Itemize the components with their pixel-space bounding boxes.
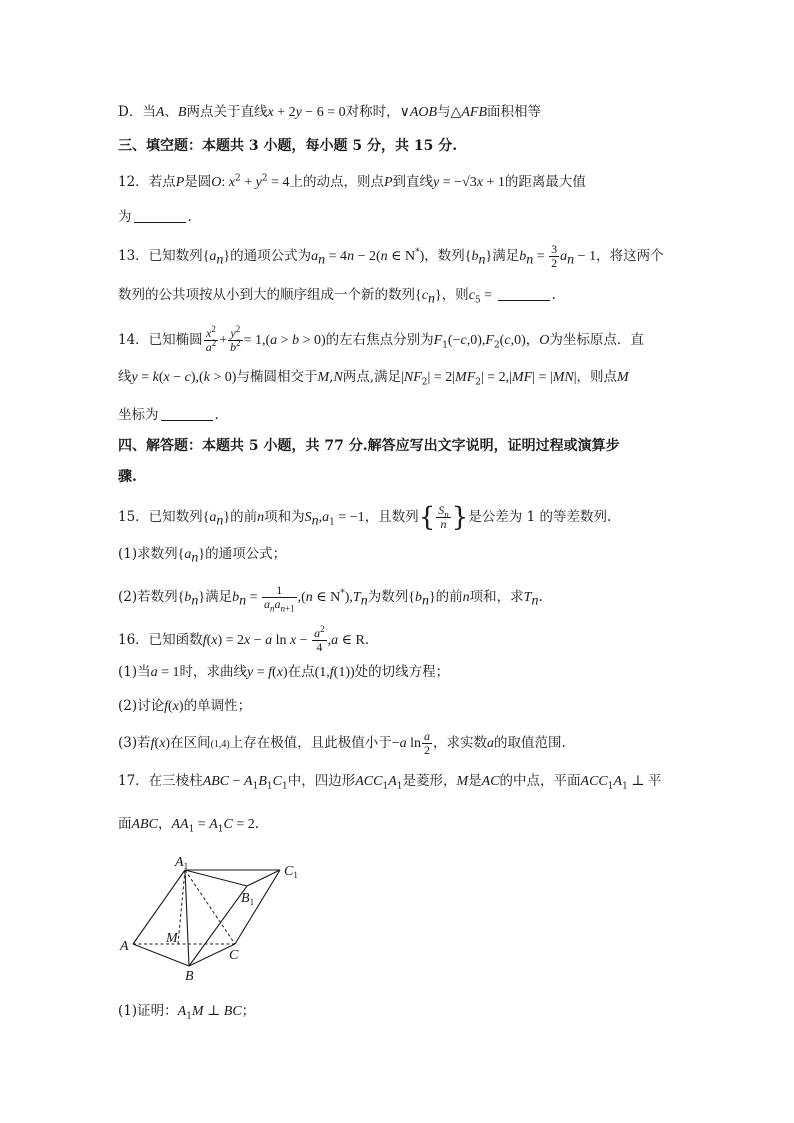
question-14-cont2: 坐标为 . <box>118 407 219 423</box>
edge-a1-m-hidden <box>178 870 185 944</box>
question-13: 13．已知数列$\{a_n\}$的通项公式为$a_n = 4n - 2(n$ ∈ N*)，数列$\{b_n\}$满足$b_n$ = $\frac{3}{2}$ $a_n - 1$，将这两个 <box>118 242 664 270</box>
section-3-heading: 三、填空题：本题共 3 小题，每小题 5 分，共 15 分. <box>118 138 458 154</box>
question-16-part3: (3)若f(x)在区间(1,4)上存在极值，且此极值小于−a ln $\frac{a}{2}$ ，求实数a的取值范围. <box>118 729 566 757</box>
label-c: C <box>229 948 239 963</box>
question-16: 16．已知函数f(x) = 2x − a ln x − $\frac{a^2}{4}$ ,a ∈ R. <box>118 624 370 654</box>
section-4-heading: 四、解答题：本题共 5 小题，共 77 分.解答应写出文字说明，证明过程或演算步 <box>118 438 620 454</box>
section-4-heading-cont: 骤. <box>118 469 137 485</box>
question-14: 14．已知椭圆 $\frac{x^2}{a^2}$ + $\frac{y^2}{b^2}$ = 1,(a > b > 0)的左右焦点分别为$F_1(-c,0),F_2(c,0)$，O为坐标原点．直 <box>118 324 644 354</box>
question-17-cont: 面ABC，$AA_1 = A_1C = 2$. <box>118 816 260 835</box>
question-15: 15．已知数列$\{a_n\}$的前n项和为$S_n,a_1 = -1$，且数列{ $\frac{S_n}{n}$ }是公差为 1 的等差数列. <box>118 502 612 533</box>
edge-a1-b <box>185 870 189 966</box>
edge-a1-b1 <box>185 870 247 886</box>
question-14-cont: 线y = k(x − c),(k > 0)与椭圆相交于M,N两点,满足$|NF_2| = 2|MF_2| = 2,|MF| = |MN|$，则点M <box>118 369 629 388</box>
question-16-part2: (2)讨论f(x)的单调性； <box>118 698 252 714</box>
answer-blank <box>498 286 550 301</box>
answer-blank <box>161 406 213 421</box>
question-15-part1: (1)求数列$\{a_n\}$的通项公式； <box>118 546 287 566</box>
label-b1: $B_1$ <box>241 891 255 907</box>
question-12: 12．若点P是圆O: $x^2 + y^2 = 4$上的动点，则点P到直线y = −√3x + 1的距离最大值 <box>118 173 586 190</box>
label-b: B <box>185 969 194 984</box>
question-16-part1: (1)当a = 1时，求曲线y = f(x)在点(1,f(1))处的切线方程； <box>118 664 450 680</box>
question-13-cont: 数列的公共项按从小到大的顺序组成一个新的数列$\{c_n\}$，则$c_5$ = . <box>118 287 556 307</box>
label-a: A <box>120 939 129 954</box>
question-12-cont: 为 . <box>118 209 192 225</box>
option-d: D．当A、B两点关于直线x + 2y − 6 = 0对称时，∨AOB与△AFB面积相等 <box>118 104 541 120</box>
question-17: 17．在三棱柱ABC − $A_1B_1C_1$中，四边形$ACC_1A_1$是菱形，M是AC的中点，平面$ACC_1A_1$ ⊥ 平 <box>118 773 662 792</box>
question-15-part2: (2)若数列$\{b_n\}$满足$b_n$ = $\frac{1}{a_na_{n+1}}$ ,(n ∈ $N^*),T_n$为数列$\{b_n\}$的前n项和，求$T_n$. <box>118 583 543 614</box>
answer-blank <box>134 208 186 223</box>
label-m: M <box>166 931 178 946</box>
edge-a-b <box>133 944 189 966</box>
question-17-part1: (1)证明：$A_1M$ ⊥ BC； <box>118 1003 256 1022</box>
prism-figure <box>115 848 315 988</box>
label-a1: $A_1$ <box>175 855 189 871</box>
label-c1: $C_1$ <box>284 864 298 880</box>
